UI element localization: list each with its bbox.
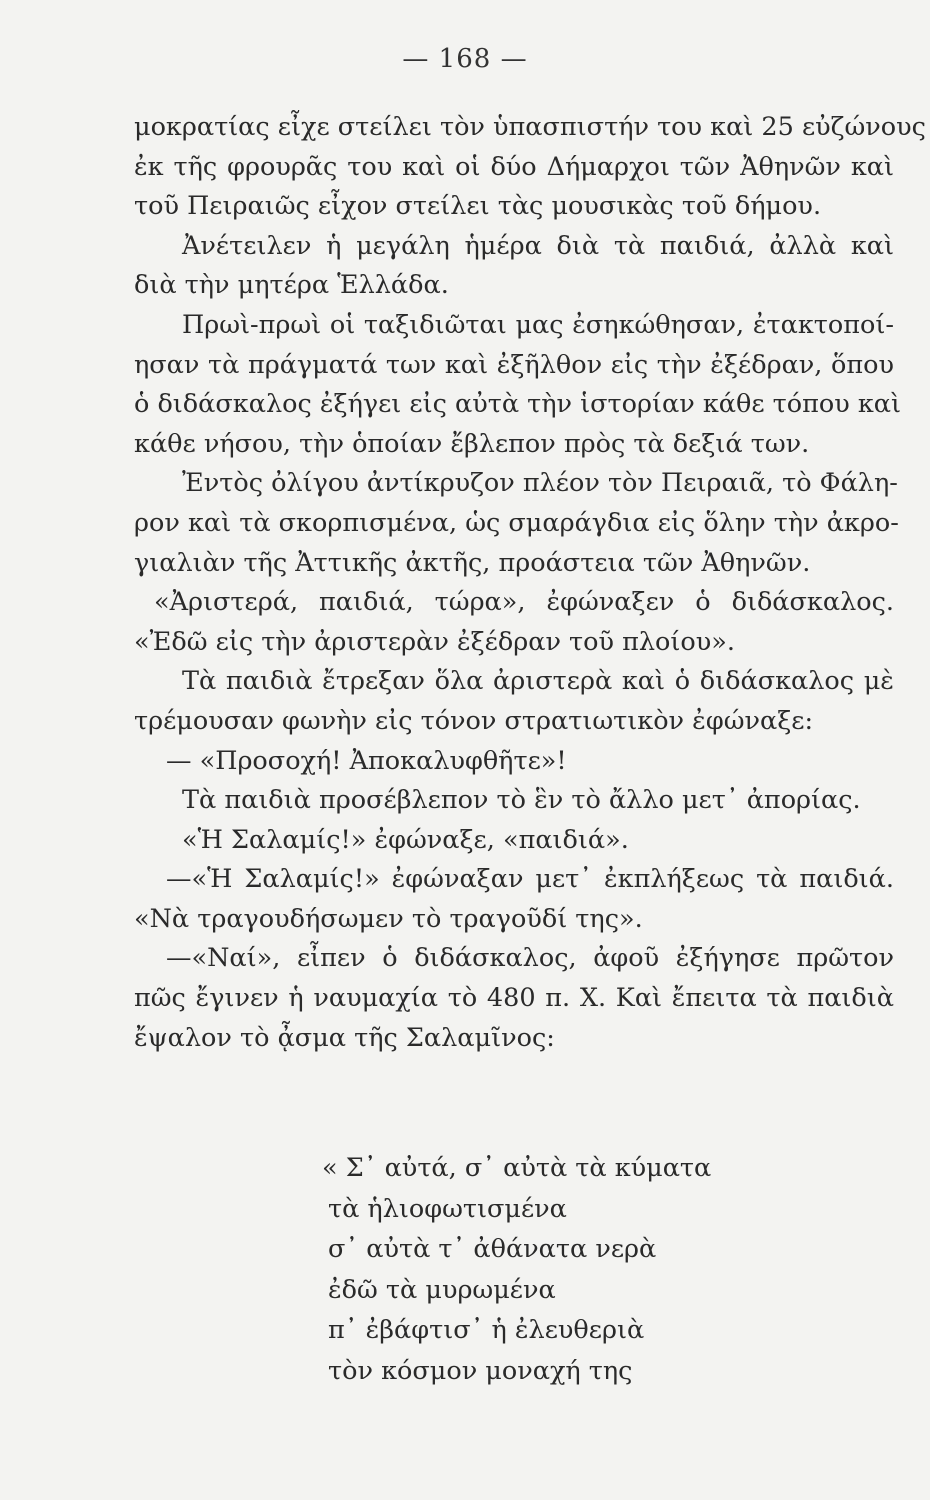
body-text (134, 108, 926, 1058)
page-number: — 168 — (402, 44, 528, 74)
text-line: «Ἀριστερά, παιδιά, τώρα», ἐφώναξεν ὁ διδάσκαλος. (154, 587, 894, 618)
text-line: «Νὰ τραγουδήσωμεν τὸ τραγοῦδί της». (134, 903, 643, 934)
poem-block (322, 1148, 712, 1391)
text-line: Ἀνέτειλεν ἡ μεγάλη ἡμέρα διὰ τὰ παιδιά, ἀλλὰ καὶ (182, 230, 894, 261)
poem-line: τὸν κόσμον μοναχή της (328, 1355, 633, 1386)
text-line: ησαν τὰ πράγματά των καὶ ἐξῆλθον εἰς τὴν ἐξέδραν, ὅπου (134, 349, 894, 380)
poem-line: σ᾽ αὐτὰ τ᾽ ἀθάνατα νερὰ (328, 1234, 657, 1264)
text-line: γιαλιὰν τῆς Ἀττικῆς ἀκτῆς, προάστεια τῶν Ἀθηνῶν. (134, 547, 811, 578)
text-line: «Ἐδῶ εἰς τὴν ἀριστερὰν ἐξέδραν τοῦ πλοίου». (134, 626, 735, 657)
text-line: ρον καὶ τὰ σκορπισμένα, ὡς σμαράγδια εἰς ὅλην τὴν ἀκρο- (134, 507, 899, 538)
text-line: ἔψαλον τὸ ᾆσμα τῆς Σαλαμῖνος: (134, 1022, 555, 1053)
poem-line: « Σ᾽ αὐτά, σ᾽ αὐτὰ τὰ κύματα (322, 1153, 712, 1183)
text-line: ἐκ τῆς φρουρᾶς του καὶ οἱ δύο Δήμαρχοι τῶν Ἀθηνῶν καὶ (134, 151, 894, 182)
text-line: τρέμουσαν φωνὴν εἰς τόνον στρατιωτικὸν ἐφώναξε: (134, 705, 814, 736)
text-line: ὁ διδάσκαλος ἐξήγει εἰς αὐτὰ τὴν ἱστορίαν κάθε τόπου καὶ (134, 389, 901, 420)
text-line: διὰ τὴν μητέρα Ἑλλάδα. (134, 270, 449, 301)
poem-line: τὰ ἡλιοφωτισμένα (328, 1193, 567, 1224)
poem-line: ἐδῶ τὰ μυρωμένα (328, 1274, 556, 1305)
text-line: Τὰ παιδιὰ προσέβλεπον τὸ ἓν τὸ ἄλλο μετ᾽ ἀπορίας. (182, 785, 861, 816)
text-line: — «Προσοχή! Ἀποκαλυφθῆτε»! (166, 745, 567, 776)
text-line: πῶς ἔγινεν ἡ ναυμαχία τὸ 480 π. Χ. Καὶ ἔπειτα τὰ παιδιὰ (134, 983, 894, 1014)
text-line: κάθε νήσου, τὴν ὁποίαν ἔβλεπον πρὸς τὰ δεξιά των. (134, 428, 810, 459)
text-line: Πρωὶ-πρωὶ οἱ ταξιδιῶται μας ἐσηκώθησαν, ἐτακτοποί- (182, 309, 894, 340)
text-line: τοῦ Πειραιῶς εἶχον στείλει τὰς μουσικὰς τοῦ δήμου. (134, 191, 822, 222)
text-line: «Ἡ Σαλαμίς!» ἐφώναξε, «παιδιά». (182, 824, 629, 855)
poem-line: π᾽ ἐβάφτισ᾽ ἡ ἐλευθεριὰ (328, 1315, 645, 1345)
text-line: Ἐντὸς ὀλίγου ἀντίκρυζον πλέον τὸν Πειραιᾶ, τὸ Φάλη- (182, 468, 898, 499)
text-line: μοκρατίας εἶχε στείλει τὸν ὑπασπιστήν του καὶ 25 εὐζώνους (134, 112, 926, 142)
text-line: —«Ἡ Σαλαμίς!» ἐφώναξαν μετ᾽ ἐκπλήξεως τὰ παιδιά. (166, 864, 894, 895)
text-line: Τὰ παιδιὰ ἔτρεξαν ὅλα ἀριστερὰ καὶ ὁ διδάσκαλος μὲ (182, 666, 894, 697)
text-line: —«Ναί», εἶπεν ὁ διδάσκαλος, ἀφοῦ ἐξήγησε πρῶτον (166, 943, 894, 974)
